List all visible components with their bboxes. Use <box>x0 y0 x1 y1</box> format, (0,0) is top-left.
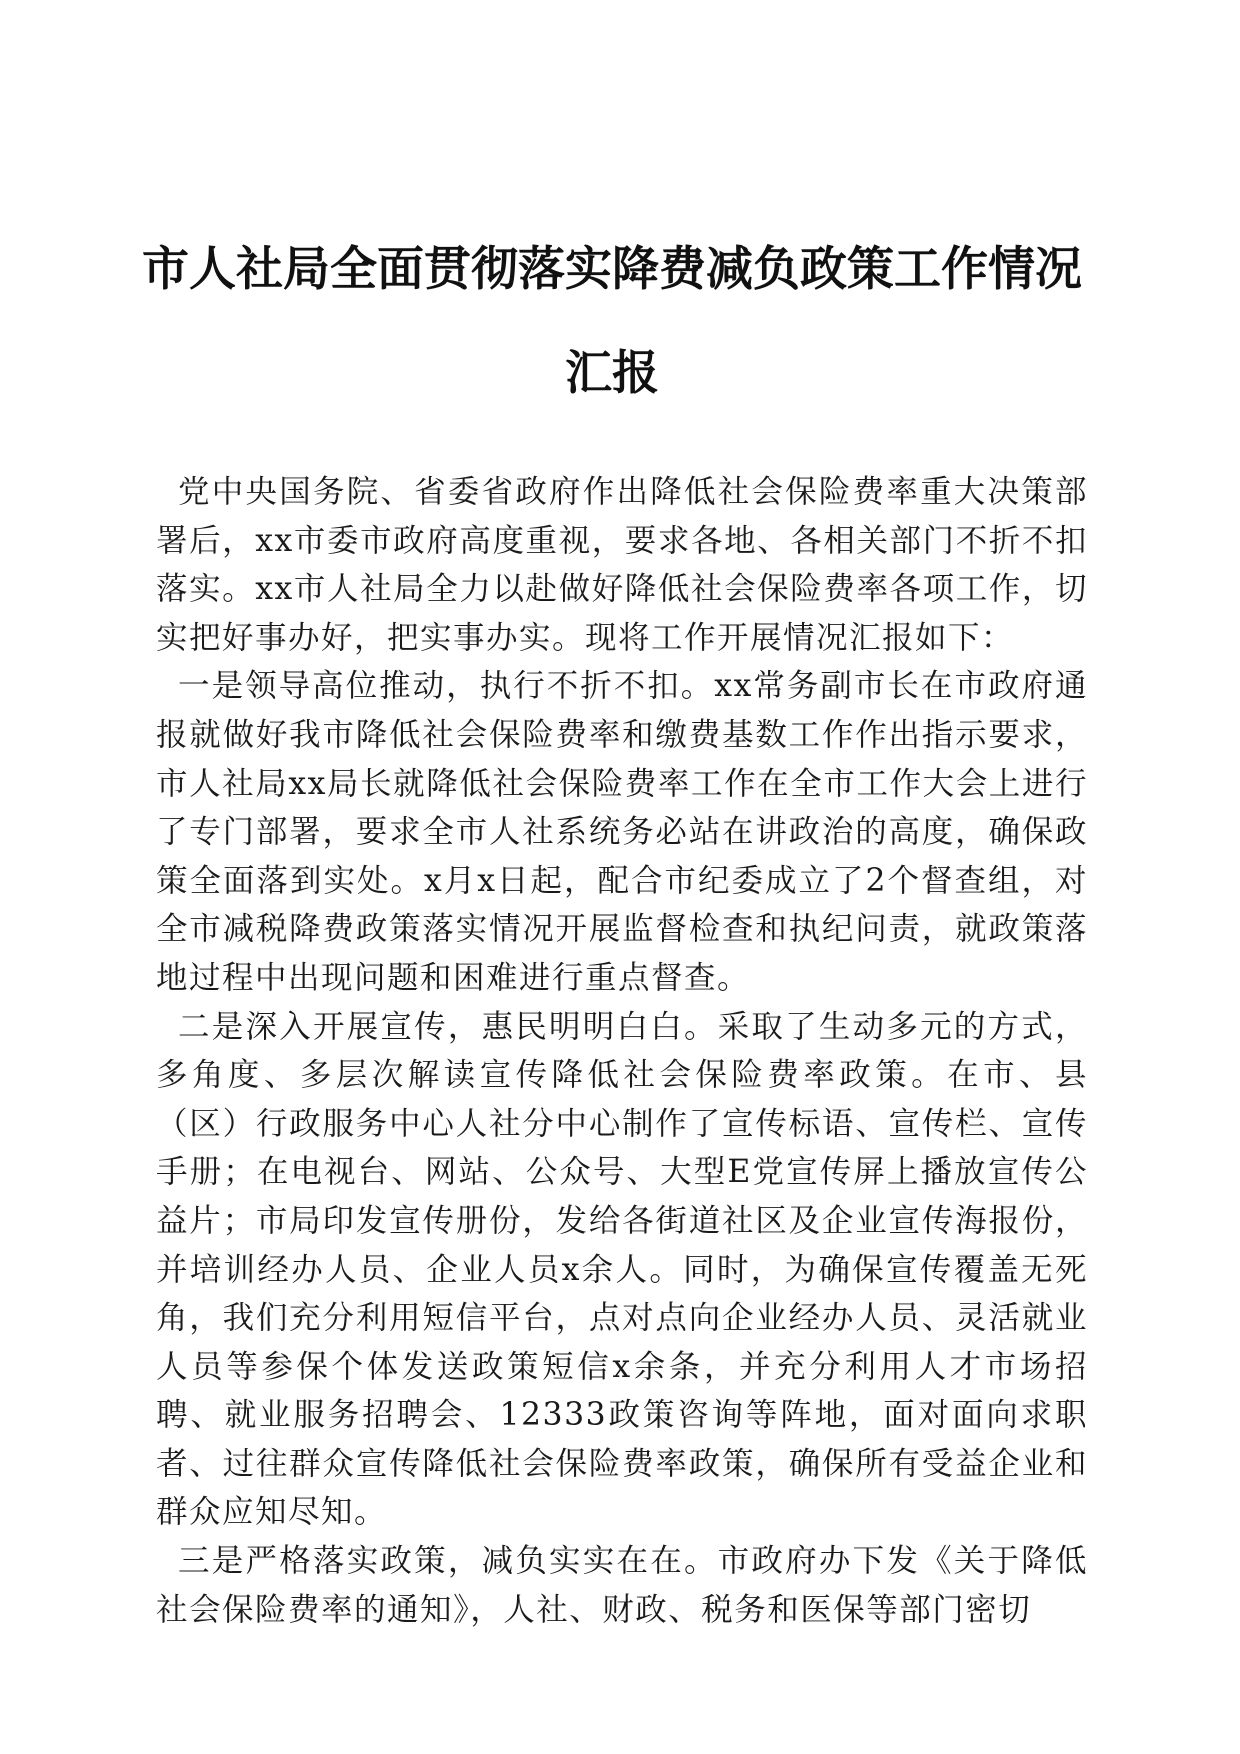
paragraph-implementation: 三是严格落实政策，减负实实在在。市政府办下发《关于降低社会保险费率的通知》，人社、财政、税务和医保等部门密切 <box>156 1543 1088 1628</box>
title-line-2: 汇报 <box>565 346 659 401</box>
document-title <box>140 218 1084 426</box>
title-line-1: 市人社局全面贯彻落实降费减负政策工作情况 <box>142 242 1082 297</box>
document-body <box>156 468 1088 1634</box>
paragraph-leadership: 一是领导高位推动，执行不折不扣。xx常务副市长在市政府通报就做好我市降低社会保险费率和缴费基数工作作出指示要求，市人社局xx局长就降低社会保险费率工作在全市工作大会上进行了专门部署，要求全市人社系统务必站在讲政治的高度，确保政策全面落到实处。x月x日起，配合市纪委成立了2个督查组，对全市减税降费政策落实情况开展监督检查和执纪问责，就政策落地过程中出现问题和困难进行重点督查。 <box>156 668 1088 996</box>
paragraph-publicity: 二是深入开展宣传，惠民明明白白。采取了生动多元的方式，多角度、多层次解读宣传降低社会保险费率政策。在市、县（区）行政服务中心人社分中心制作了宣传标语、宣传栏、宣传手册；在电视台、网站、公众号、大型E党宣传屏上播放宣传公益片；市局印发宣传册份，发给各街道社区及企业宣传海报份，并培训经办人员、企业人员x余人。同时，为确保宣传覆盖无死角，我们充分利用短信平台，点对点向企业经办人员、灵活就业人员等参保个体发送政策短信x余条，并充分利用人才市场招聘、就业服务招聘会、12333政策咨询等阵地，面对面向求职者、过往群众宣传降低社会保险费率政策，确保所有受益企业和群众应知尽知。 <box>156 1008 1088 1531</box>
intro-paragraph: 党中央国务院、省委省政府作出降低社会保险费率重大决策部署后，xx市委市政府高度重视，要求各地、各相关部门不折不扣落实。xx市人社局全力以赴做好降低社会保险费率各项工作，切实把好事办好，把实事办实。现将工作开展情况汇报如下： <box>156 474 1088 656</box>
